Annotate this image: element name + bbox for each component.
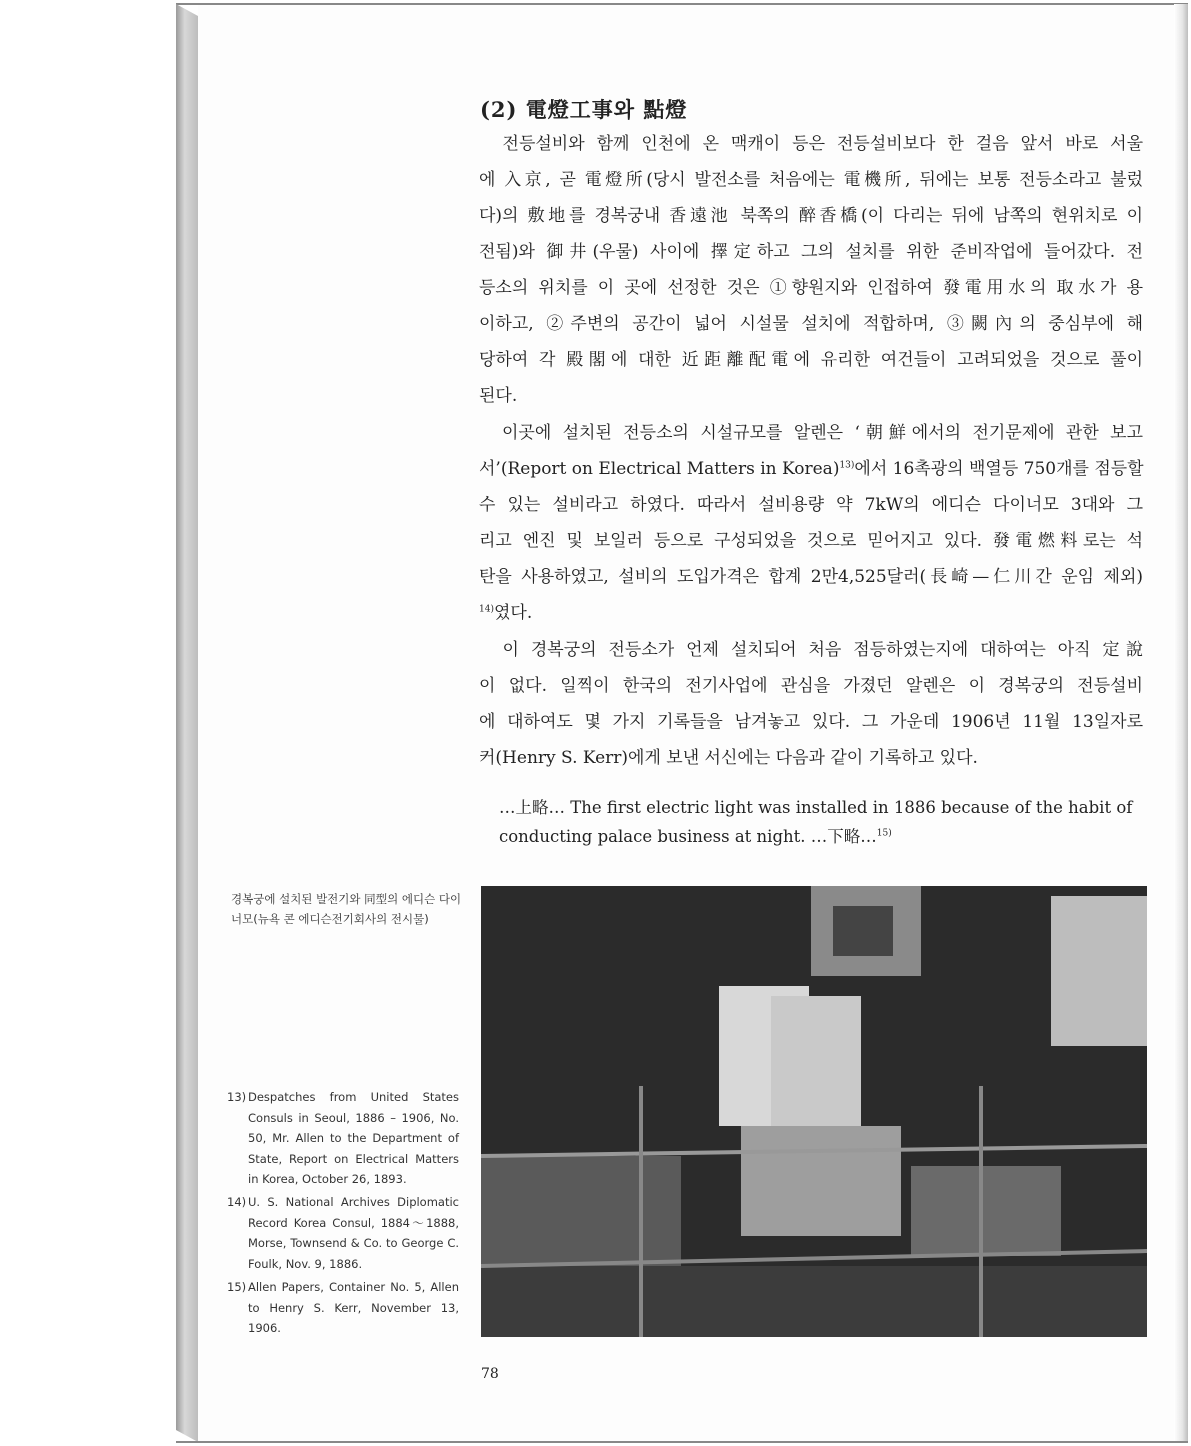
body-line: 탄을 사용하였고, 설비의 도입가격은 합계 2만4,525달러(長崎—仁川간 운임 제외)	[479, 567, 1143, 587]
body-text: 서’(Report on Electrical Matters in Korea)	[479, 459, 840, 479]
footnote-ref-14: 14)	[479, 604, 494, 615]
footnote-14	[227, 1192, 459, 1274]
body-text: 에서 16촉광의 백열등 750개를 점등할	[854, 459, 1144, 479]
dynamo-illustration	[481, 886, 1147, 1337]
body-line-with-ref	[479, 602, 1143, 624]
book-edge-bottom	[176, 1441, 1188, 1443]
body-line: 다)의 敷地를 경복궁내 香遠池 북쪽의 醉香橋(이 다리는 뒤에 남쪽의 현위치로 이	[479, 206, 1143, 226]
body-line: 이 경복궁의 전등소가 언제 설치되어 처음 점등하였는지에 대하여는 아직 定說	[479, 640, 1143, 660]
footnote-ref-15: 15)	[876, 828, 892, 839]
photo-caption: 경복궁에 설치된 발전기와 同型의 에디슨 다이너모(뉴욕 콘 에디슨전기회사의 전시물)	[231, 892, 462, 926]
footnote-text: Allen Papers, Container No. 5, Allen to Henry S. Kerr, November 13, 1906.	[248, 1280, 459, 1335]
footnote-13	[227, 1087, 459, 1190]
body-line: 커(Henry S. Kerr)에게 보낸 서신에는 다음과 같이 기록하고 있다.	[479, 748, 978, 768]
footnote-15	[227, 1277, 459, 1339]
body-line: 수 있는 설비라고 하였다. 따라서 설비용량 약 7kW의 에디슨 다이너모 3대와 그	[479, 495, 1143, 515]
dynamo-photo	[481, 886, 1147, 1337]
book-edge-right	[1174, 4, 1188, 1442]
body-line: 이하고, ②주변의 공간이 넓어 시설물 설치에 적합하며, ③闕內의 중심부에 해	[479, 314, 1143, 334]
footnote-text: Despatches from United States Consuls in Seoul, 1886 – 1906, No. 50, Mr. Allen to the Department of State, Report on Electrical Matters in Korea, October 26, 1893.	[248, 1090, 459, 1186]
book-spine-edge	[176, 4, 198, 1442]
body-line-with-ref	[479, 458, 1143, 480]
quote-text: conducting palace business at night. …下略…	[499, 827, 877, 846]
footnote-text: U. S. National Archives Diplomatic Record Korea Consul, 1884～1888, Morse, Townsend & Co. to George C. Foulk, Nov. 9, 1886.	[248, 1195, 459, 1271]
footnote-number: 14)	[227, 1195, 247, 1209]
body-line: 이곳에 설치된 전등소의 시설규모를 알렌은 ‘朝鮮에서의 전기문제에 관한 보고	[479, 423, 1143, 443]
body-line: 전됨)와 御井(우물) 사이에 擇定하고 그의 설치를 위한 준비작업에 들어갔다. 전	[479, 242, 1143, 262]
body-text: 였다.	[493, 603, 533, 623]
body-line: 전등설비와 함께 인천에 온 맥캐이 등은 전등설비보다 한 걸음 앞서 바로 서울	[479, 134, 1143, 154]
body-line: 에 대하여도 몇 가지 기록들을 남겨놓고 있다. 그 가운데 1906년 11월 13일자로	[479, 712, 1143, 732]
quote-line: …上略… The first electric light was installed in 1886 because of the habit of	[499, 798, 1133, 817]
section-heading: (2) 電燈工事와 點燈	[480, 97, 688, 122]
body-line: 리고 엔진 및 보일러 등으로 구성되었을 것으로 믿어지고 있다. 發電燃料로는 석	[479, 531, 1143, 551]
body-line: 이 없다. 일찍이 한국의 전기사업에 관심을 가졌던 알렌은 이 경복궁의 전등설비	[479, 676, 1143, 696]
footnote-number: 13)	[227, 1090, 247, 1104]
body-line: 당하여 각 殿閣에 대한 近距離配電에 유리한 여건들이 고려되었을 것으로 풀이	[479, 350, 1143, 370]
body-line: 된다.	[479, 386, 518, 406]
footnote-number: 15)	[227, 1280, 247, 1294]
page-number: 78	[481, 1366, 499, 1382]
body-line: 등소의 위치를 이 곳에 선정한 것은 ①향원지와 인접하여 發電用水의 取水가 용	[479, 278, 1143, 298]
quote-line	[499, 826, 1129, 848]
footnote-ref-13: 13)	[839, 460, 855, 471]
body-line: 에 入京, 곧 電燈所(당시 발전소를 처음에는 電機所, 뒤에는 보통 전등소라고 불렀	[479, 170, 1143, 190]
